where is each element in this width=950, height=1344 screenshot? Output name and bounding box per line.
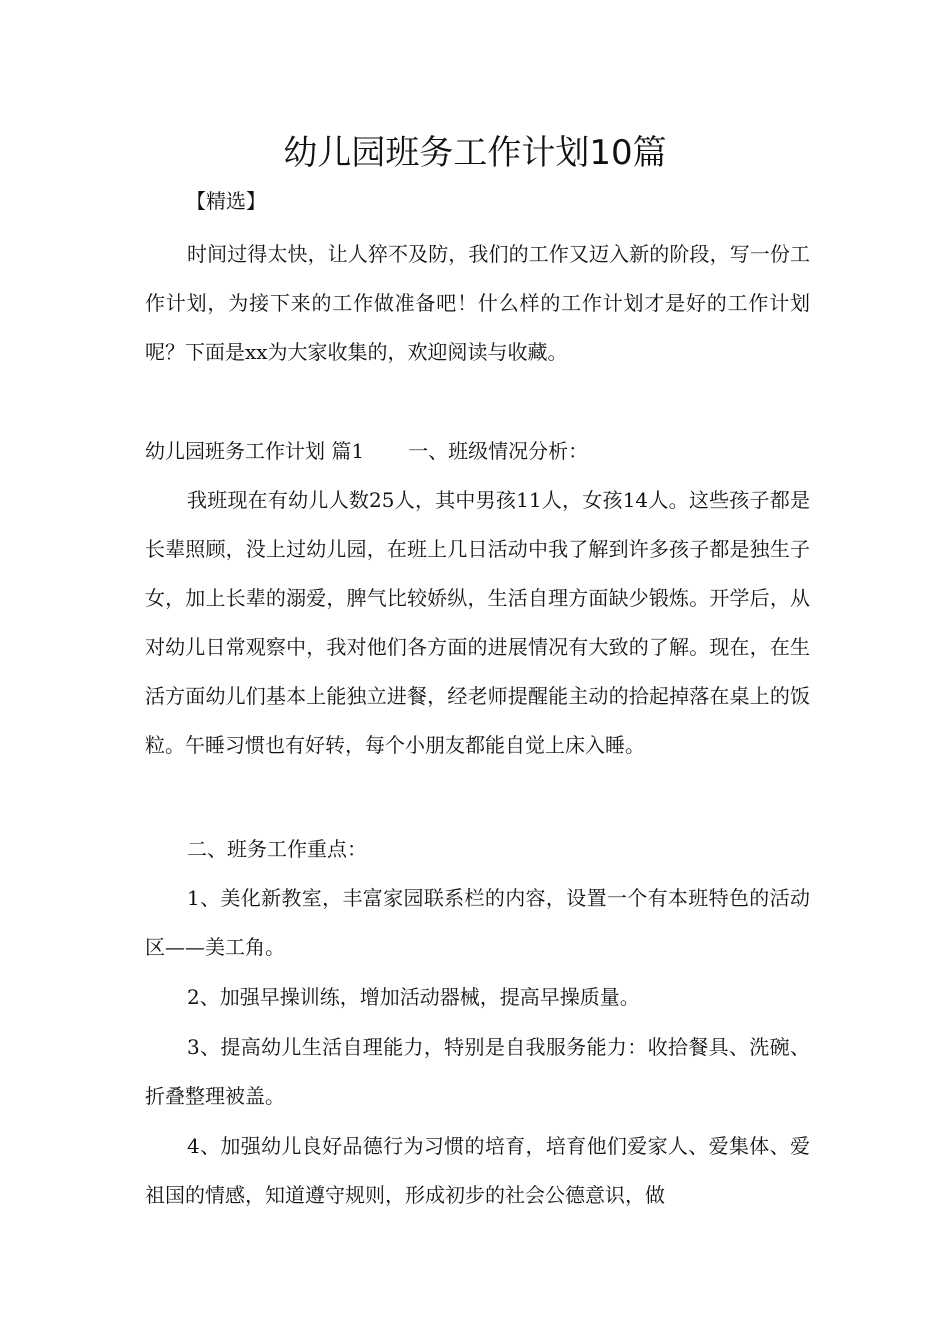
work-focus-heading: 二、班务工作重点： xyxy=(187,837,367,861)
focus-item-1: 1、美化新教室，丰富家园联系栏的内容，设置一个有本班特色的活动区——美工角。 xyxy=(145,886,810,959)
section-header-line xyxy=(145,427,810,476)
class-analysis-paragraph: 我班现在有幼儿人数25人，其中男孩11人，女孩14人。这些孩子都是长辈照顾，没上过幼儿园，在班上几日活动中我了解到许多孩子都是独生子女，加上长辈的溺爱，脾气比较娇纵，生活自理方面缺少锻炼。开学后，从对幼儿日常观察中，我对他们各方面的进展情况有大致的了解。现在，在生活方面幼儿们基本上能独立进餐，经老师提醒能主动的拾起掉落在桌上的饭粒。午睡习惯也有好转，每个小朋友都能自觉上床入睡。 xyxy=(145,488,810,757)
section-title: 幼儿园班务工作计划 篇1 xyxy=(145,439,365,463)
focus-item-3: 3、提高幼儿生活自理能力，特别是自我服务能力：收拾餐具、洗碗、折叠整理被盖。 xyxy=(145,1035,810,1108)
document-title: 幼儿园班务工作计划10篇 xyxy=(283,133,667,173)
focus-item-4: 4、加强幼儿良好品德行为习惯的培育，培育他们爱家人、爱集体、爱祖国的情感，知道遵守规则，形成初步的社会公德意识，做 xyxy=(145,1134,810,1207)
section-heading: 一、班级情况分析： xyxy=(408,439,589,463)
document-subtitle: 【精选】 xyxy=(186,189,266,213)
intro-paragraph: 时间过得太快，让人猝不及防，我们的工作又迈入新的阶段，写一份工作计划，为接下来的工作做准备吧！什么样的工作计划才是好的工作计划呢？下面是xx为大家收集的，欢迎阅读与收藏。 xyxy=(145,242,810,364)
focus-item-2: 2、加强早操训练，增加活动器械，提高早操质量。 xyxy=(187,985,640,1009)
